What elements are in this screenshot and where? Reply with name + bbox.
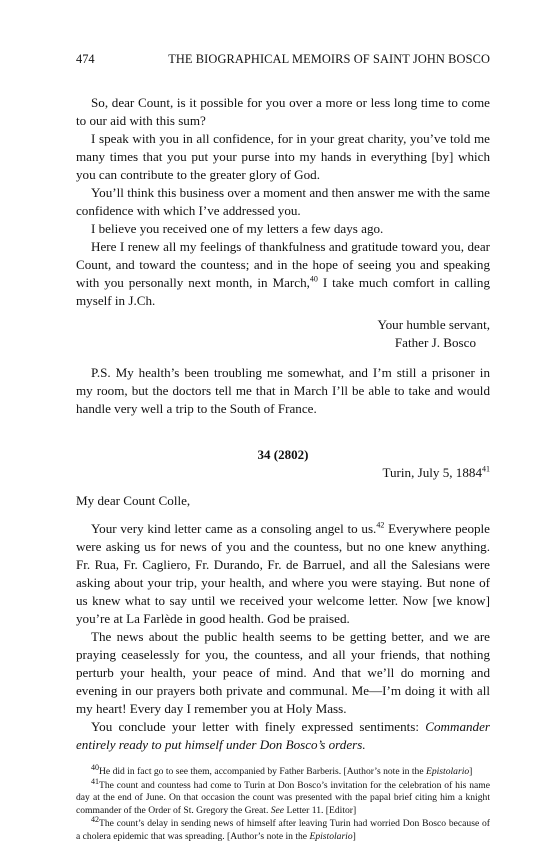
- paragraph: I believe you received one of my letters a few days ago.: [91, 221, 384, 236]
- running-title: THE BIOGRAPHICAL MEMOIRS OF SAINT JOHN BOSCO: [168, 52, 490, 66]
- paragraph: I speak with you in all confidence, for in your great charity, you’ve told me many times that you put your purse into my hands in everything [by] which you can contribute to the greater glory of God.: [76, 131, 490, 182]
- dateline: [76, 464, 490, 482]
- footnote-text: The count’s delay in sending news of himself after leaving Turin had worried Don Bosco because of a cholera epidemic that was spreading. [Author’s note in the: [76, 818, 490, 842]
- paragraph-text: Here I renew all my feelings of thankfulness and gratitude toward you, dear Count, and toward the countess; and in the hope of seeing you and speaking with you personally next month, in March,: [76, 239, 490, 290]
- signature-line: [76, 334, 490, 352]
- footnote-end: ]: [352, 830, 356, 842]
- footnote-number: 40: [91, 762, 99, 772]
- footnote-text: The count and countess had come to Turin at Don Bosco’s invitation for the celebration of his name day at the end of June. On that occasion the count was presented with the papal brief citing him a knight commander of the Order of St. Gregory the Great.: [76, 779, 490, 816]
- quoted-sentiment: Commander entirely ready to put himself under Don Bosco’s orders.: [76, 719, 490, 752]
- date: Turin, July 5, 1884: [382, 465, 482, 480]
- paragraph: [76, 520, 490, 628]
- paragraph: [76, 718, 490, 754]
- closing: Your humble servant,: [377, 317, 490, 332]
- footnote-text: He did in fact go to see them, accompanied by Father Barberis. [Author’s note in the: [99, 766, 426, 777]
- footnote-italic: Epistolario: [425, 766, 470, 777]
- footnote-40: [76, 762, 490, 779]
- book-page: [76, 52, 490, 844]
- footnote-end: ]: [469, 766, 473, 777]
- paragraph: [76, 238, 490, 310]
- signature: Father J. Bosco: [394, 335, 476, 350]
- footnote-ref[interactable]: 42: [376, 520, 385, 530]
- footnote-42: [76, 815, 490, 843]
- footnotes: [76, 762, 490, 844]
- body-text: [76, 94, 490, 754]
- letter-number: 34 (2802): [257, 447, 309, 462]
- salutation: My dear Count Colle,: [76, 493, 191, 508]
- footnote-end: Letter 11. [Editor]: [284, 804, 357, 816]
- paragraph-text: You conclude your letter with finely expressed sentiments:: [91, 719, 426, 734]
- footnote-ref[interactable]: 40: [309, 274, 318, 284]
- paragraph: The news about the public health seems to be getting better, and we are praying ceaselessly for you, the countess, and all your friends, that nothing perturb your health, your peace of mind. And that we’ll do morning and evening in our prayers both private and communal. Me—I’m doing it with all my heart! Every day I remember you at Holy Mass.: [76, 629, 490, 716]
- page-number: 474: [76, 52, 95, 66]
- footnote-italic: See: [270, 804, 285, 816]
- footnote-number: 41: [91, 776, 99, 786]
- paragraph: So, dear Count, is it possible for you over a more or less long time to come to our aid with this sum?: [76, 95, 490, 128]
- footnote-number: 42: [91, 815, 99, 825]
- paragraph-text: I take much comfort in calling myself in J.Ch.: [76, 275, 490, 308]
- footnote-41: [76, 776, 490, 818]
- footnote-ref[interactable]: 41: [482, 464, 490, 474]
- paragraph: You’ll think this business over a moment and then answer me with the same confidence with which I’ve addressed you.: [76, 185, 490, 218]
- paragraph-text: Everywhere people were asking us for news of you and the countess, but no one knew anything. Fr. Rua, Fr. Cagliero, Fr. Durando, Fr. de Barruel, and all the Salesians were asking about your trip, your health, and where you were staying. But none of us knew what to say until we received your welcome letter. Now [we know] you’re at La Farlède in good health. God be praised.: [76, 521, 490, 626]
- closing-line: [76, 316, 490, 334]
- paragraph-text: Your very kind letter came as a consoling angel to us.: [91, 521, 377, 536]
- footnote-italic: Epistolario: [309, 830, 353, 842]
- running-header: [76, 52, 490, 66]
- postscript: P.S. My health’s been troubling me somewhat, and I’m still a prisoner in my room, but the doctors tell me that in March I’ll be able to take and would handle very well a trip to the South of France.: [76, 365, 490, 416]
